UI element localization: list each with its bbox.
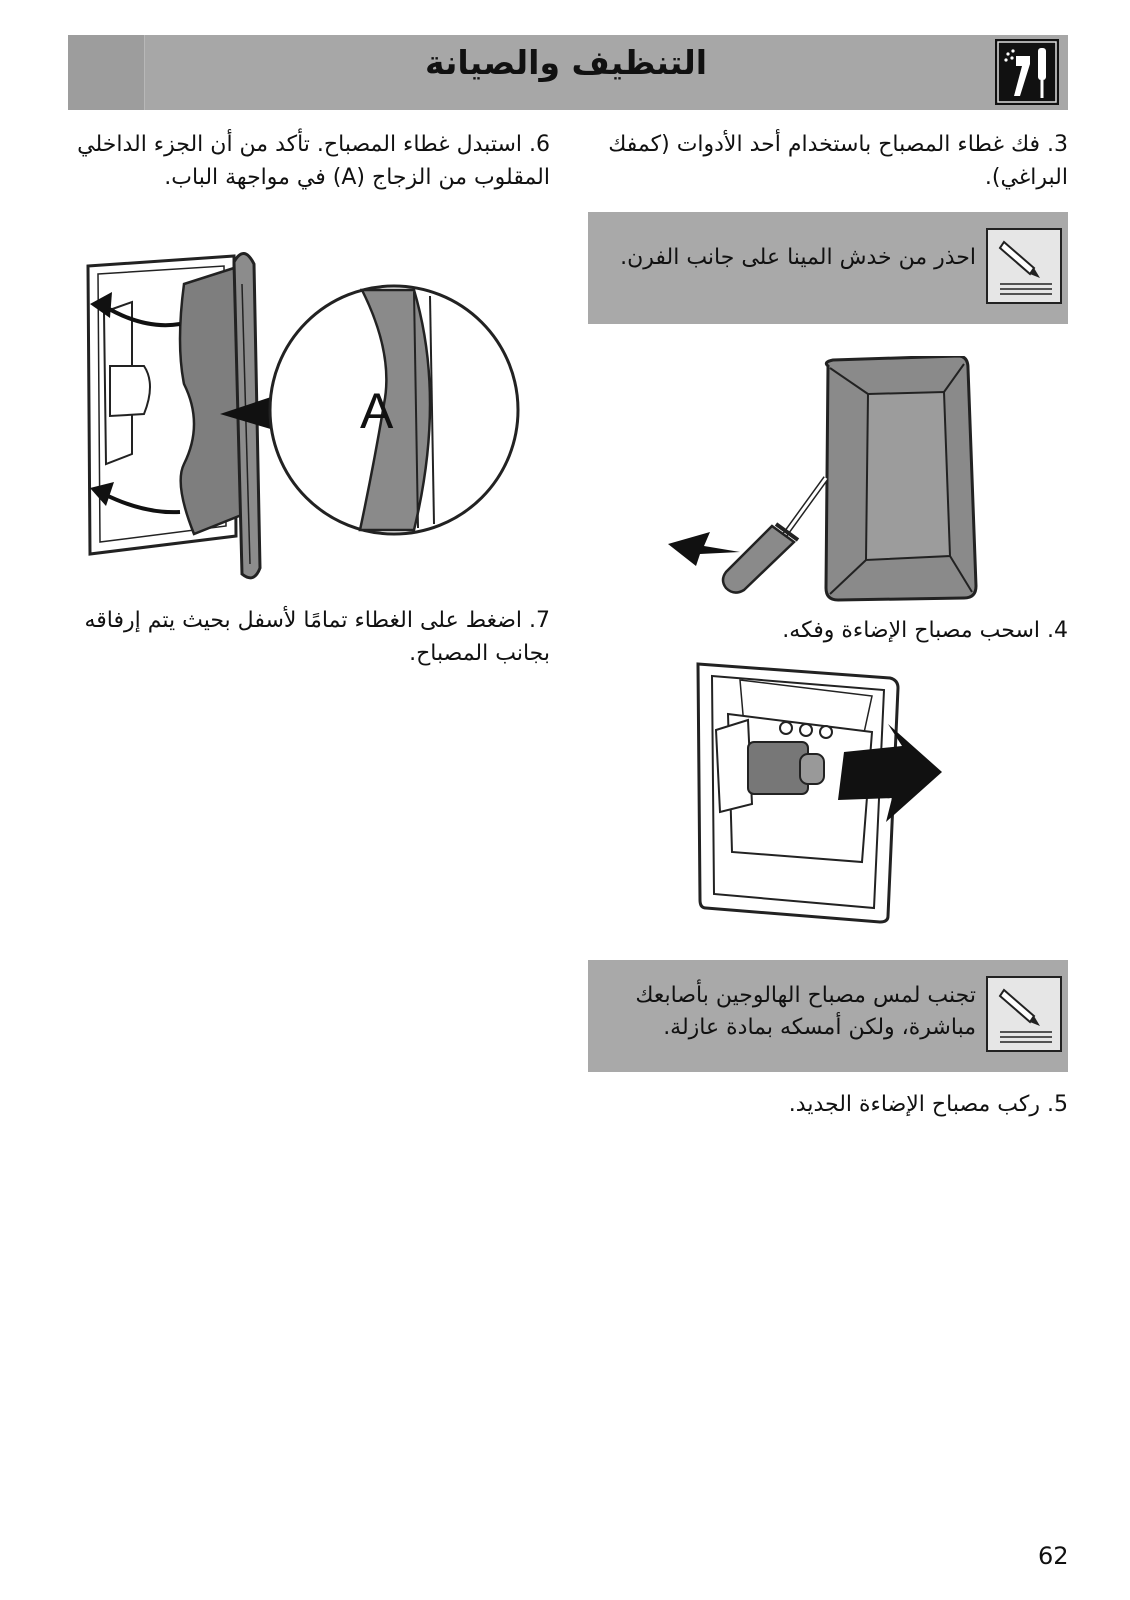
note-text-1: احذر من خدش المينا على جانب الفرن. — [620, 245, 976, 270]
warning-note-1 — [588, 212, 1068, 324]
step-4: 4. اسحب مصباح الإضاءة وفكه. — [782, 618, 1068, 643]
cleaning-tools-icon — [994, 38, 1060, 106]
step-6: 6. استبدل غطاء المصباح. تأكد من أن الجزء الداخلي المقلوب من الزجاج (A) في مواجهة الباب. — [77, 132, 550, 190]
pencil-note-icon — [986, 976, 1062, 1052]
warning-note-2 — [588, 960, 1068, 1072]
pencil-note-icon — [986, 228, 1062, 304]
page-number: 62 — [1038, 1542, 1069, 1570]
header-strip — [68, 35, 145, 110]
label-a: A — [360, 383, 394, 439]
note-text-2: تجنب لمس مصباح الهالوجين بأصابعك مباشرة، ولكن أمسكه بمادة عازلة. — [635, 983, 976, 1040]
figure-remove-cover — [668, 356, 988, 606]
section-header — [68, 35, 1068, 110]
page-title: التنظيف والصيانة — [424, 43, 708, 82]
figure-pull-lamp — [692, 662, 952, 932]
step-5: 5. ركب مصباح الإضاءة الجديد. — [788, 1092, 1068, 1117]
step-7: 7. اضغط على الغطاء تمامًا لأسفل بحيث يتم إرفاقه بجانب المصباح. — [84, 608, 550, 666]
step-3: 3. فك غطاء المصباح باستخدام أحد الأدوات (كمفك البراغي). — [608, 132, 1068, 190]
figure-cover-detail-a — [84, 244, 544, 594]
